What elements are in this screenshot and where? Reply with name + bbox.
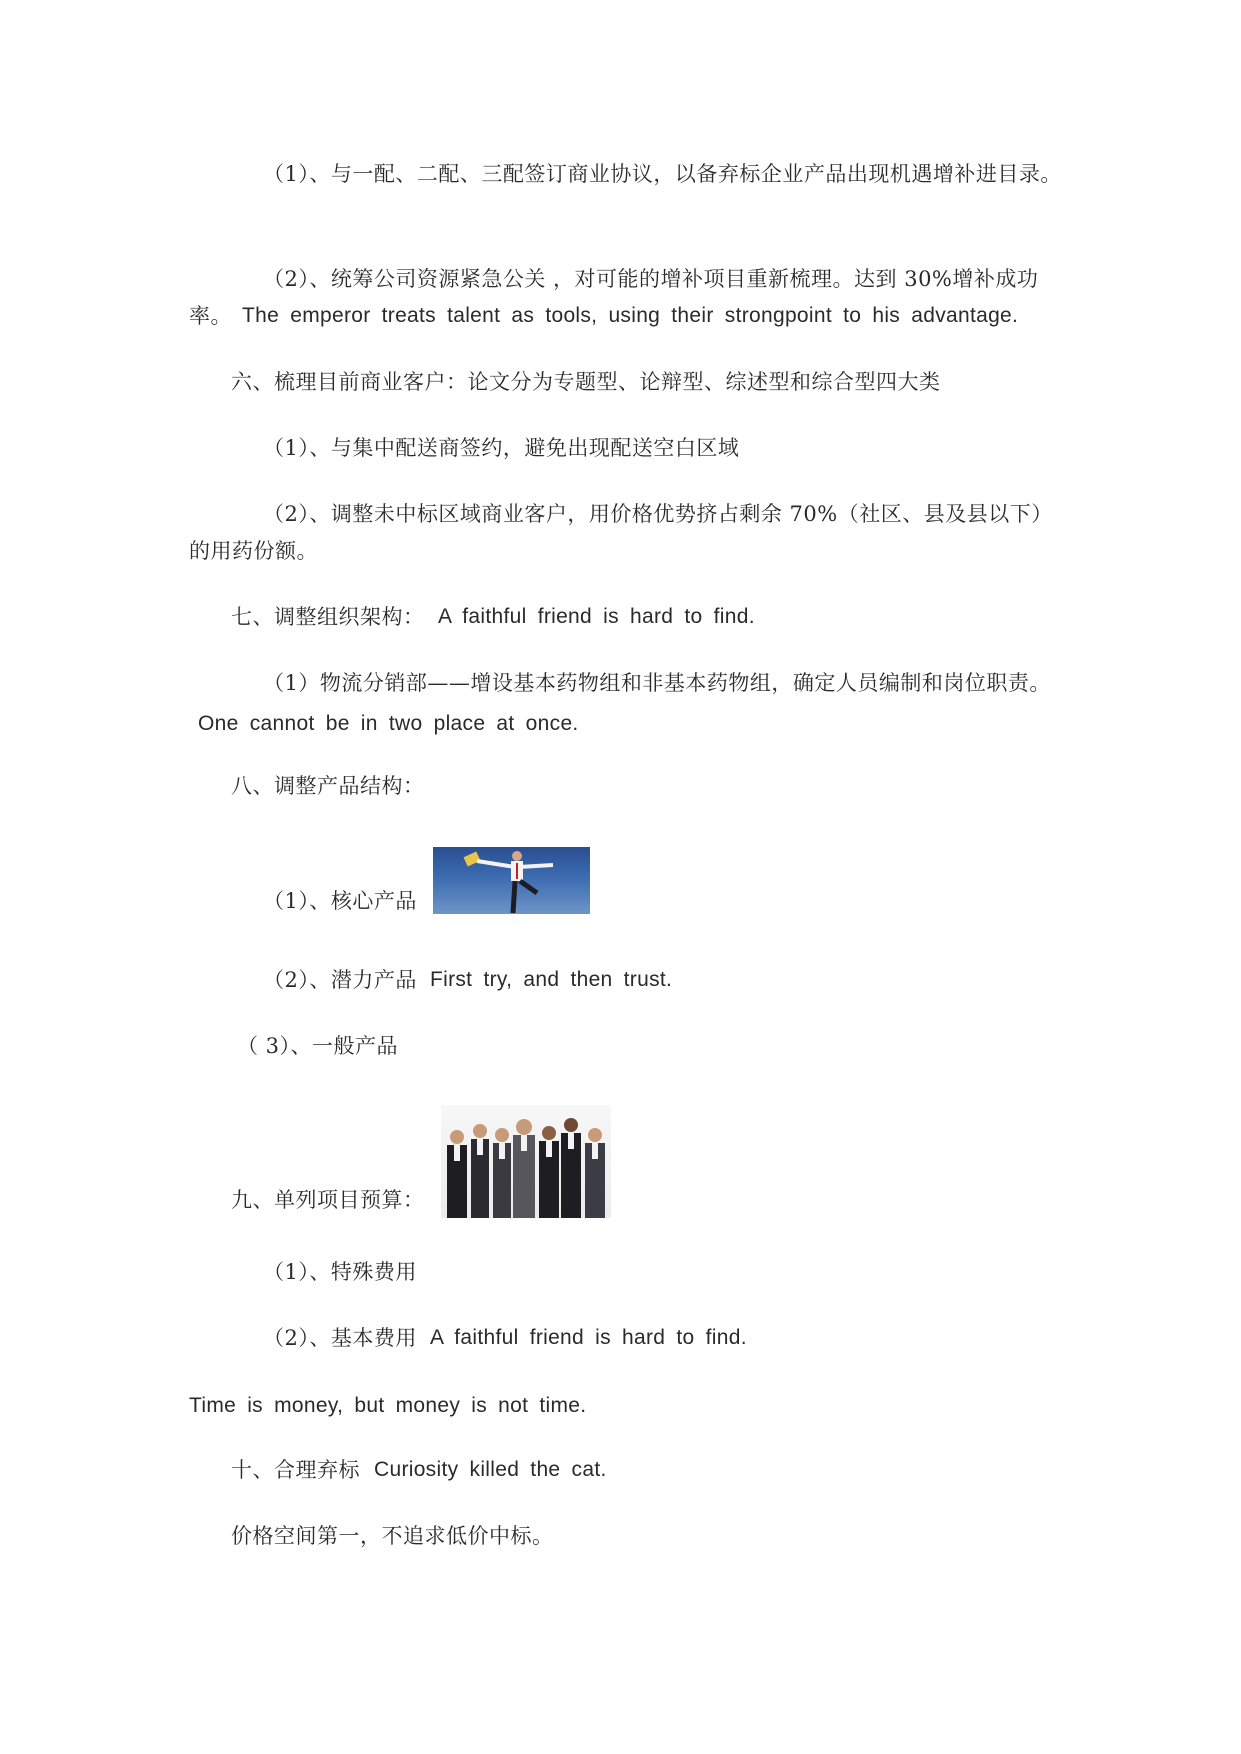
text-line: （2）、调整未中标区域商业客户，用价格优势挤占剩余 70%（社区、县及县以下）	[263, 502, 1053, 526]
text-line: 的用药份额。	[189, 539, 318, 563]
text-line: （2）、基本费用	[263, 1326, 417, 1350]
english-sentence: A faithful friend is hard to find.	[430, 1326, 747, 1349]
section-heading: 七、调整组织架构：	[231, 605, 425, 629]
text-line: （1）、特殊费用	[263, 1260, 417, 1284]
english-sentence: Time is money, but money is not time.	[189, 1394, 587, 1417]
text-line: （1）、与集中配送商签约，避免出现配送空白区域	[263, 436, 740, 460]
section-heading: 六、梳理目前商业客户：论文分为专题型、论辩型、综述型和综合型四大类	[231, 370, 941, 394]
text-line: （ 3）、一般产品	[237, 1034, 399, 1058]
english-sentence: One cannot be in two place at once.	[198, 712, 579, 735]
section-heading: 九、单列项目预算：	[231, 1188, 425, 1212]
english-sentence: First try, and then trust.	[430, 968, 673, 991]
section-heading: 八、调整产品结构：	[231, 774, 425, 798]
text-line: （2）、统筹公司资源紧急公关 ，对可能的增补项目重新梳理。达到 30%增补成功	[263, 267, 1039, 291]
text-line: 率。	[189, 304, 232, 328]
english-sentence: A faithful friend is hard to find.	[438, 605, 755, 628]
text-line: （2）、潜力产品	[263, 968, 417, 992]
english-sentence: Curiosity killed the cat.	[374, 1458, 607, 1481]
english-sentence: The emperor treats talent as tools, using their strongpoint to his advantage.	[242, 304, 1019, 327]
businessman-jumping-image	[433, 847, 590, 914]
text-line: （1）、核心产品	[263, 889, 417, 913]
business-team-image	[441, 1105, 611, 1218]
section-heading: 十、合理弃标	[231, 1458, 360, 1482]
text-line: （1）、与一配、二配、三配签订商业协议，以备弃标企业产品出现机遇增补进目录。	[263, 162, 1062, 186]
text-line: （1）物流分销部——增设基本药物组和非基本药物组，确定人员编制和岗位职责。	[263, 671, 1051, 695]
text-line: 价格空间第一，不追求低价中标。	[231, 1524, 554, 1548]
